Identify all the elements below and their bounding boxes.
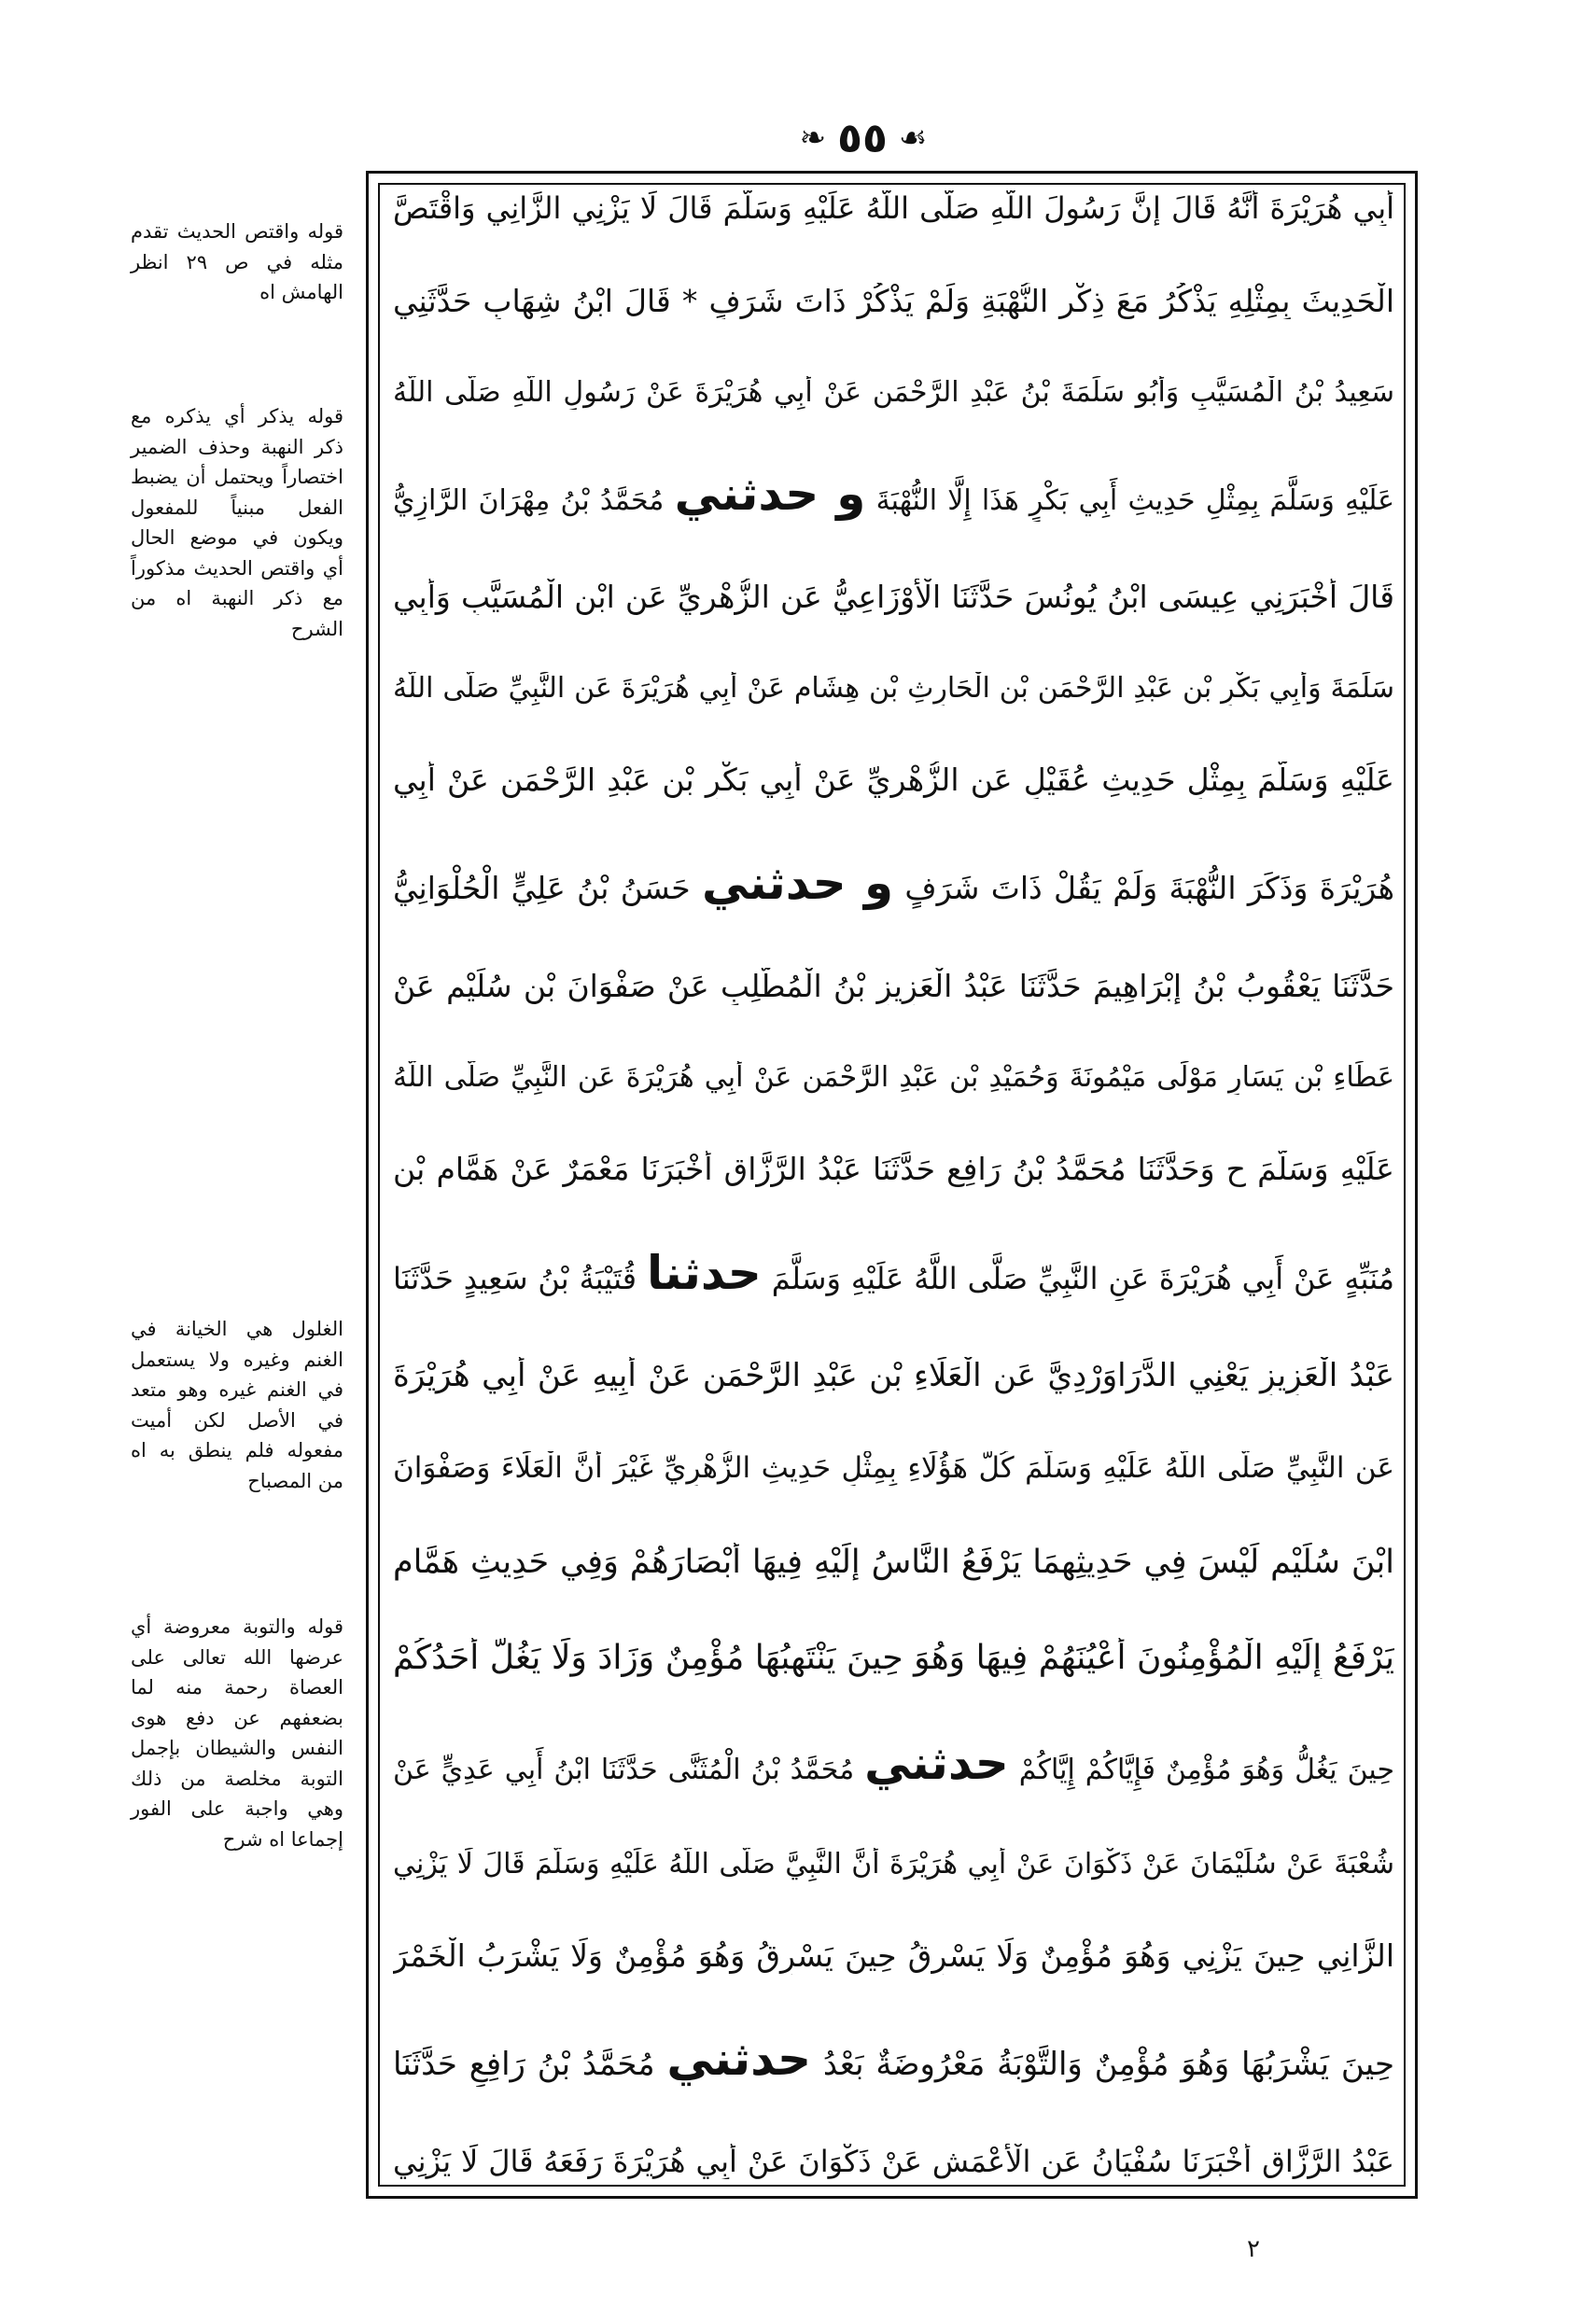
main-text-line [393,968,1394,1005]
main-text-line [393,2031,1394,2087]
main-text-line [393,1638,1394,1678]
main-text-line [393,1245,1394,1301]
ornament-right-icon: ☙ [898,119,928,157]
main-text-line [393,855,1394,911]
hadith-keyword: حدثني [666,2032,812,2087]
line-segment: الْحَدِيثَ بِمِثْلِهِ يَذْكُرُ مَعَ ذِكْرِ النُّهْبَةِ وَلَمْ يَذْكُرْ ذَاتَ شَرَفٍ * قَالَ ابْنُ شِهَابٍ حَدَّثَنِي [393,282,1394,319]
main-text-line [393,1451,1394,1486]
line-segment: هُرَيْرَةَ وَذَكَرَ النُّهْبَةَ وَلَمْ يَقُلْ ذَاتَ شَرَفٍ [904,870,1394,907]
hadith-keyword: و حدثني [702,856,894,911]
main-text-line [393,190,1394,226]
line-segment: عَنِ النَّبِيِّ صَلَّى اللَّهُ عَلَيْهِ وَسَلَّمَ كُلُّ هَؤُلَاءِ بِمِثْلِ حَدِيثِ الزُّهْرِيِّ غَيْرَ أَنَّ الْعَلَاءَ وَصَفْوَانَ [393,1451,1394,1486]
main-text-line [393,762,1394,799]
main-text-line [393,2144,1394,2179]
line-segment: شُعْبَةَ عَنْ سُلَيْمَانَ عَنْ ذَكْوَانَ عَنْ أَبِي هُرَيْرَةَ أَنَّ النَّبِيَّ صَلَّى اللَّهُ عَلَيْهِ وَسَلَّمَ قَالَ لَا يَزْنِي [393,1847,1394,1881]
page-number: ٥٥ [837,114,888,162]
main-text-line [393,1937,1394,1975]
hadith-keyword: حدثني [864,1736,1009,1791]
main-text-block [393,190,1394,2179]
line-segment: حَسَنُ بْنُ عَلِيٍّ الْحُلْوَانِيُّ [393,870,691,907]
main-text-line [393,1357,1394,1395]
main-text-line [393,1061,1394,1095]
margin-note: قوله واقتص الحديث تقدم مثله في ص ٢٩ انظر الهامش اه [131,220,343,304]
main-text-line [393,376,1394,410]
line-segment: مُحَمَّدُ بْنُ رَافِعٍ حَدَّثَنَا [393,2046,655,2084]
line-segment: حِينَ يَشْرَبُهَا وَهُوَ مُؤْمِنٌ وَالتَّوْبَةُ مَعْرُوضَةٌ بَعْدُ [822,2046,1394,2084]
line-segment: أَبِي هُرَيْرَةَ أَنَّهُ قَالَ إِنَّ رَسُولَ اللَّهِ صَلَّى اللَّهُ عَلَيْهِ وَسَلَّمَ قَالَ لَا يَزْنِي الزَّانِي وَاقْتَصَّ [393,190,1394,226]
footer-mark: ٢ [1247,2235,1260,2263]
main-text-line [393,579,1394,616]
margin-note: الغلول هي الخيانة في الغنم وغيره ولا يستعمل في الغنم غيره وهو متعد في الأصل لكن أميت مفعوله فلم ينطق به اه من المصباح [131,1318,343,1492]
margin-note: قوله يذكر أي يذكره مع ذكر النهبة وحذف الضمير اختصاراً ويحتمل أن يضبط الفعل مبنياً للمفعول ويكون في موضع الحال أي واقتص الحديث مذكوراً مع ذكر النهبة اه من الشرح [131,405,343,640]
page-header [728,110,999,166]
hadith-keyword: و حدثني [674,467,866,522]
main-text-line [393,466,1394,522]
line-segment: عَطَاءِ بْنِ يَسَارٍ مَوْلَى مَيْمُونَةَ وَحُمَيْدِ بْنِ عَبْدِ الرَّحْمَنِ عَنْ أَبِي هُرَيْرَةَ عَنِ النَّبِيِّ صَلَّى اللَّهُ [393,1060,1394,1094]
line-segment: عَلَيْهِ وَسَلَّمَ ح وَحَدَّثَنَا مُحَمَّدُ بْنُ رَافِعٍ حَدَّثَنَا عَبْدُ الرَّزَّاقِ أَخْبَرَنَا مَعْمَرٌ عَنْ هَمَّامِ بْنِ [393,1151,1394,1188]
line-segment: قُتَيْبَةُ بْنُ سَعِيدٍ حَدَّثَنَا [393,1260,637,1296]
line-segment: ابْنَ سُلَيْمٍ لَيْسَ فِي حَدِيثِهِمَا يَرْفَعُ النَّاسُ إِلَيْهِ فِيهَا أَبْصَارَهُمْ وَفِي حَدِيثِ هَمَّامٍ [393,1543,1394,1581]
line-segment: عَبْدُ الرَّزَّاقِ أَخْبَرَنَا سُفْيَانُ عَنِ الْأَعْمَشِ عَنْ ذَكْوَانَ عَنْ أَبِي هُرَيْرَةَ رَفَعَهُ قَالَ لَا يَزْنِي [393,2143,1394,2179]
line-segment: حَدَّثَنَا يَعْقُوبُ بْنُ إِبْرَاهِيمَ حَدَّثَنَا عَبْدُ الْعَزِيزِ بْنُ الْمُطَّلِبِ عَنْ صَفْوَانَ بْنِ سُلَيْمٍ عَنْ [393,967,1394,1004]
main-text-frame [366,171,1418,2199]
line-segment: الزَّانِي حِينَ يَزْنِي وَهُوَ مُؤْمِنٌ وَلَا يَسْرِقُ حِينَ يَسْرِقُ وَهُوَ مُؤْمِنٌ وَلَا يَشْرَبُ الْخَمْرَ [393,1936,1394,1974]
ornament-left-icon: ❧ [799,119,827,157]
line-segment: عَلَيْهِ وَسَلَّمَ بِمِثْلِ حَدِيثِ أَبِي بَكْرٍ هَذَا إِلَّا النُّهْبَةَ [875,484,1394,518]
line-segment: سَلَمَةَ وَأَبِي بَكْرِ بْنِ عَبْدِ الرَّحْمَنِ بْنِ الْحَارِثِ بْنِ هِشَامٍ عَنْ أَبِي هُرَيْرَةَ عَنِ النَّبِيِّ صَلَّى اللَّهُ [393,671,1394,705]
main-text-line [393,1848,1394,1881]
line-segment: حِينَ يَغُلُّ وَهُوَ مُؤْمِنٌ فَإِيَّاكُمْ إِيَّاكُمْ [1018,1754,1394,1787]
line-segment: مُحَمَّدُ بْنُ الْمُثَنَّى حَدَّثَنَا ابْنُ أَبِي عَدِيٍّ عَنْ [393,1754,855,1787]
main-text-line [393,1151,1394,1188]
line-segment: قَالَ أَخْبَرَنِي عِيسَى ابْنُ يُونُسَ حَدَّثَنَا الْأَوْزَاعِيُّ عَنِ الزُّهْرِيِّ عَنِ ابْنِ الْمُسَيَّبِ وَأَبِي [393,578,1394,615]
main-text-line [393,672,1394,706]
line-segment: مُحَمَّدُ بْنُ مِهْرَانَ الرَّازِيُّ [393,484,665,518]
line-segment: عَبْدُ الْعَزِيزِ يَعْنِي الدَّرَاوَرْدِيَّ عَنِ الْعَلَاءِ بْنِ عَبْدِ الرَّحْمَنِ عَنْ أَبِيهِ عَنْ أَبِي هُرَيْرَةَ [393,1356,1394,1394]
main-text-line [393,1735,1394,1791]
line-segment: عَلَيْهِ وَسَلَّمَ بِمِثْلِ حَدِيثِ عُقَيْلٍ عَنِ الزُّهْرِيِّ عَنْ أَبِي بَكْرِ بْنِ عَبْدِ الرَّحْمَنِ عَنْ أَبِي [393,762,1394,799]
margin-note: قوله والتوبة معروضة أي عرضها الله تعالى على العصاة رحمة منه لما بضعفهم عن دفع هوى النفس والشيطان بإجمل التوبة مخلصة من ذلك وهي واجبة على الفور إجماعا اه شرح [131,1615,343,1851]
line-segment: سَعِيدُ بْنُ الْمُسَيَّبِ وَأَبُو سَلَمَةَ بْنُ عَبْدِ الرَّحْمَنِ عَنْ أَبِي هُرَيْرَةَ عَنْ رَسُولِ اللَّهِ صَلَّى اللَّهُ [393,375,1394,409]
line-segment: مُنَبِّهٍ عَنْ أَبِي هُرَيْرَةَ عَنِ النَّبِيِّ صَلَّى اللَّهُ عَلَيْهِ وَسَلَّمَ [771,1260,1394,1296]
line-segment: يَرْفَعُ إِلَيْهِ الْمُؤْمِنُونَ أَعْيُنَهُمْ فِيهَا وَهُوَ حِينَ يَنْتَهِبُهَا مُؤْمِنٌ وَزَادَ وَلَا يَغُلُّ أَحَدُكُمْ [393,1639,1394,1678]
main-text-line [393,1543,1394,1582]
hadith-keyword: حدثنا [646,1245,762,1300]
main-text-line [393,283,1394,320]
